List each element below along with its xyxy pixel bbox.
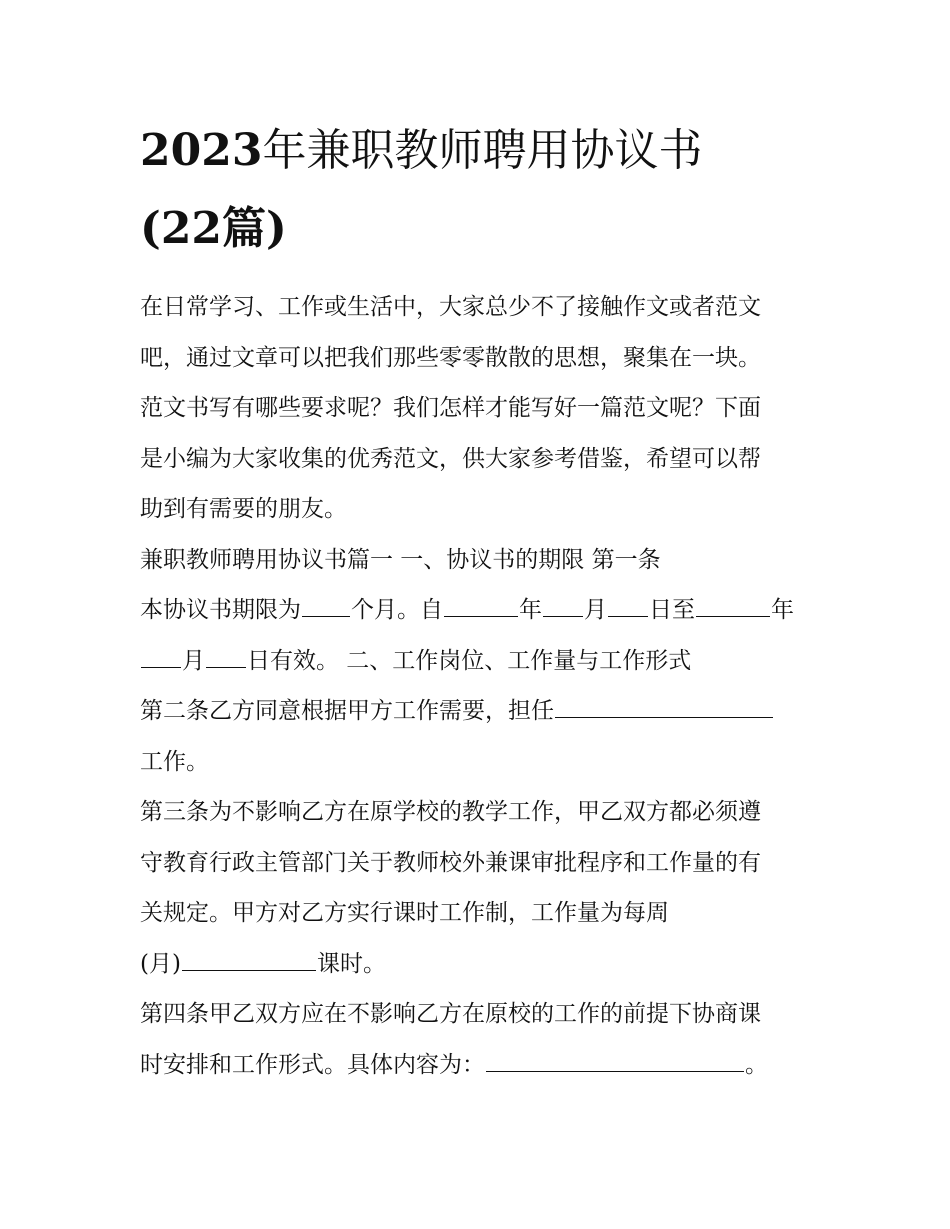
paragraph-line: 是小编为大家收集的优秀范文，供大家参考借鉴，希望可以帮	[140, 445, 761, 472]
document-page	[140, 112, 820, 1090]
clause-line: 关规定。甲方对乙方实行课时工作制，工作量为每周	[140, 900, 669, 926]
blank-position	[555, 697, 773, 718]
blank-content	[486, 1051, 744, 1072]
paragraph-line: 吧，通过文章可以把我们那些零零散散的思想，聚集在一块。	[140, 344, 761, 371]
title-text: 年兼职教师聘用协议书	[262, 125, 703, 176]
document-body	[140, 282, 820, 1090]
clause-line: 第四条甲乙双方应在不影响乙方在原校的工作的前提下协商课	[140, 1001, 761, 1027]
paragraph-line: 在日常学习、工作或生活中，大家总少不了接触作文或者范文	[140, 294, 761, 320]
blank-months	[302, 596, 350, 617]
term-line	[140, 585, 820, 636]
term-text: 年	[771, 597, 794, 623]
section-heading-line: 兼职教师聘用协议书篇一 一、协议书的期限 第一条	[140, 546, 661, 573]
term-text: 日有效。 二、工作岗位、工作量与工作形式	[247, 647, 692, 674]
document-title	[140, 112, 820, 268]
term-text: 月	[182, 647, 205, 674]
clause-line	[140, 939, 820, 990]
clause-line: 工作。	[140, 748, 209, 775]
clause-line	[140, 686, 820, 737]
clause-text: 。	[745, 1051, 768, 1078]
clause-line: 第三条为不影响乙方在原学校的教学工作，甲乙双方都必须遵	[140, 799, 761, 825]
blank-hours	[182, 950, 316, 971]
term-text: 本协议书期限为	[140, 597, 301, 623]
blank-start-day	[608, 596, 648, 617]
term-text: 年	[519, 597, 542, 623]
clause-text: (月)	[140, 950, 181, 977]
title-year: 2023	[140, 125, 263, 176]
blank-start-month	[543, 596, 583, 617]
clause-line	[140, 1040, 820, 1091]
term-text: 日至	[649, 597, 695, 623]
clause-text: 第二条乙方同意根据甲方工作需要，担任	[140, 698, 554, 724]
paragraph-line: 范文书写有哪些要求呢？我们怎样才能写好一篇范文呢？下面	[140, 395, 761, 421]
blank-end-year	[696, 596, 770, 617]
blank-end-day	[206, 647, 246, 668]
term-text: 个月。自	[351, 597, 443, 623]
clause-line: 守教育行政主管部门关于教师校外兼课审批程序和工作量的有	[140, 849, 761, 876]
title-line-2: (22篇)	[140, 203, 287, 254]
clause-text: 课时。	[316, 950, 386, 977]
blank-start-year	[444, 596, 518, 617]
paragraph-line: 助到有需要的朋友。	[140, 496, 347, 522]
term-text: 月	[584, 597, 607, 623]
title-line-1	[140, 112, 820, 190]
blank-end-month	[141, 647, 181, 668]
term-line	[140, 636, 820, 687]
clause-text: 时安排和工作形式。具体内容为：	[140, 1051, 485, 1078]
